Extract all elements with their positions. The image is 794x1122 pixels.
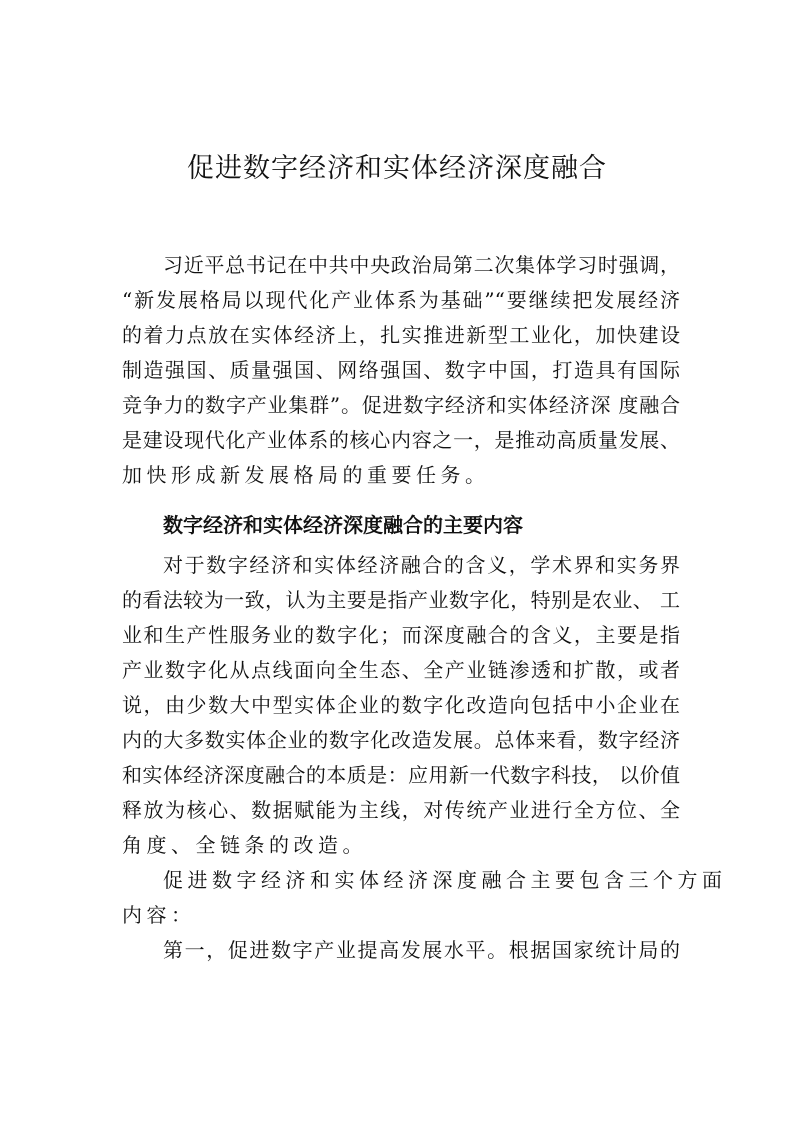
paragraph-line: 制造强国、质量强国、网络强国、数字中国，打造具有国际 — [122, 358, 680, 382]
paragraph-line: 业和生产性服务业的数字化；而深度融合的含义，主要是指 — [122, 623, 680, 647]
paragraph-line: 和实体经济深度融合的本质是：应用新一代数字科技， 以价值 — [122, 763, 680, 787]
paragraph-line: 内容： — [122, 903, 196, 927]
paragraph-line: 释放为核心、数据赋能为主线，对传统产业进行全方位、全 — [122, 798, 680, 822]
paragraph-line: 第一，促进数字产业提高发展水平。根据国家统计局的 — [163, 938, 680, 962]
paragraph-line: 促进数字经济和实体经济深度融合主要包含三个方面 — [163, 868, 727, 892]
paragraph-line: 内的大多数实体企业的数字化改造发展。总体来看，数字经济 — [122, 728, 680, 752]
paragraph-line: 的看法较为一致，认为主要是指产业数字化，特别是农业、 工 — [122, 588, 680, 612]
paragraph-line: 角度、全链条的改造。 — [122, 833, 367, 857]
paragraph-line: 习近平总书记在中共中央政治局第二次集体学习时强调， — [163, 253, 680, 277]
paragraph-line: 对于数字经济和实体经济融合的含义，学术界和实务界 — [163, 553, 680, 577]
paragraph-line: 的着力点放在实体经济上，扎实推进新型工业化，加快建设 — [122, 323, 680, 347]
paragraph-line: 是建设现代化产业体系的核心内容之一，是推动高质量发展、 — [122, 428, 680, 452]
paragraph-line: 竞争力的数字产业集群”。促进数字经济和实体经济深 度融合 — [122, 393, 680, 417]
document-title: 促进数字经济和实体经济深度融合 — [187, 153, 607, 184]
section-heading: 数字经济和实体经济深度融合的主要内容 — [163, 513, 523, 537]
paragraph-line: “新发展格局以现代化产业体系为基础”“要继续把发展经济 — [122, 288, 680, 312]
paragraph-line: 说，由少数大中型实体企业的数字化改造向包括中小企业在 — [122, 693, 680, 717]
paragraph-line: 加快形成新发展格局的重要任务。 — [122, 463, 490, 487]
paragraph-line: 产业数字化从点线面向全生态、全产业链渗透和扩散，或者 — [122, 658, 680, 682]
